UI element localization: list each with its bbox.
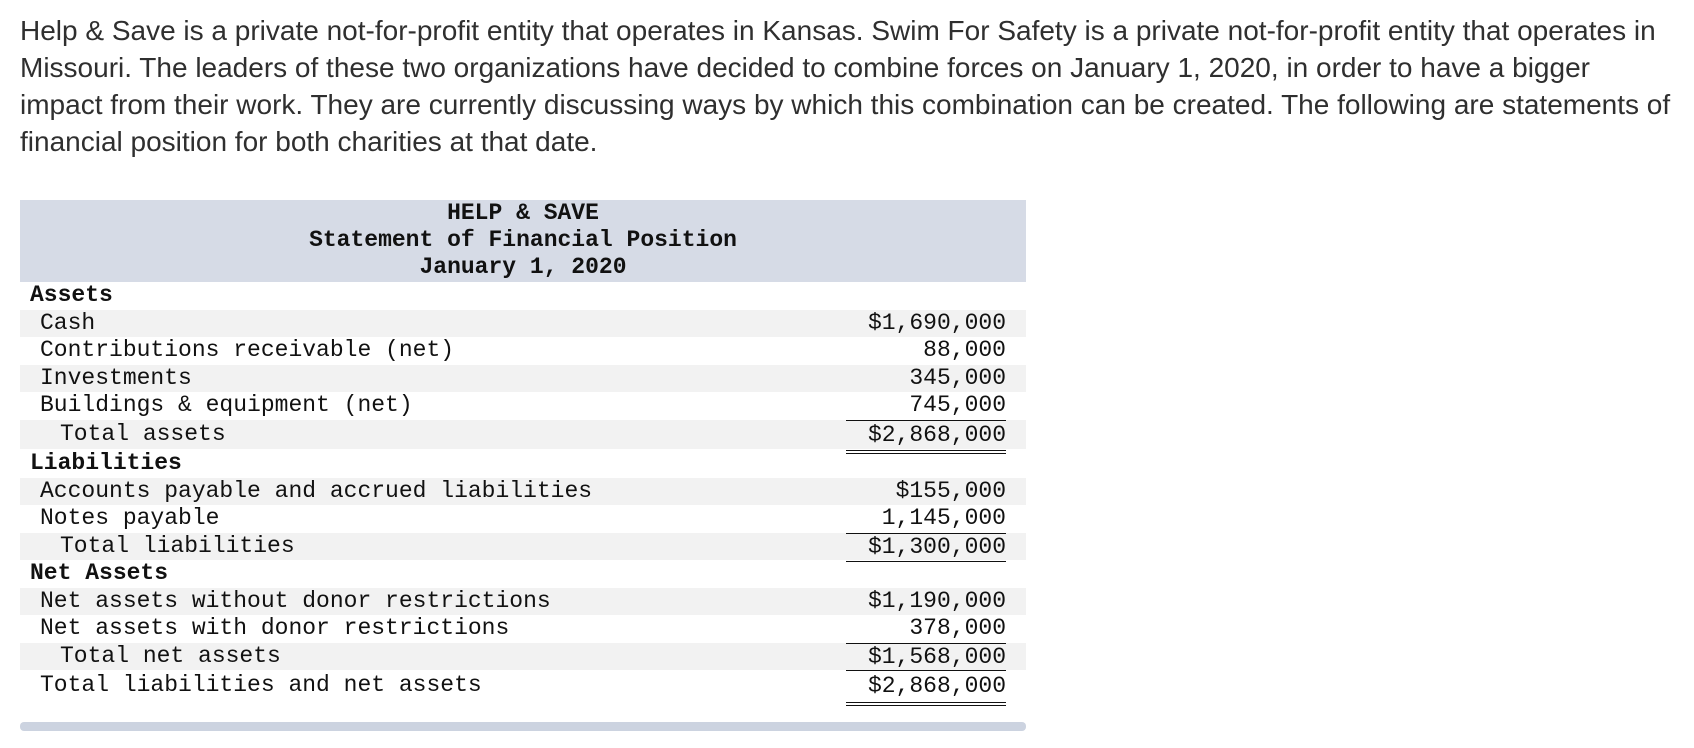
section-label: Assets [30,282,113,308]
section-heading-assets [20,282,1026,310]
line-item-accounts-payable [20,478,1026,506]
statement-date: January 1, 2020 [419,254,627,280]
line-item-cash [20,310,1026,338]
line-item-amount: 1,145,000 [881,505,1006,531]
total-label: Total net assets [60,642,281,669]
line-item-amount: 88,000 [923,337,1006,363]
statement-of-financial-position [20,200,1026,701]
line-item-label: Investments [40,364,192,391]
total-liabilities-row [20,533,1026,561]
line-item-label: Contributions receivable (net) [40,337,455,363]
line-item-amount: 345,000 [909,364,1006,391]
grand-total-row [20,670,1026,701]
section-label: Liabilities [30,449,182,476]
statement-title: Statement of Financial Position [309,227,737,253]
line-item-label: Net assets without donor restrictions [40,587,551,614]
grand-total-label: Total liabilities and net assets [40,672,482,698]
line-item-notes-payable [20,505,1026,533]
total-amount: $2,868,000 [846,420,1006,454]
line-item-amount: $1,190,000 [867,587,1006,614]
statement-rows [20,282,1026,701]
table-bottom-bar [20,722,1026,731]
line-item-amount: $155,000 [895,477,1006,504]
grand-total-amount: $2,868,000 [846,670,1006,706]
line-item-amount: 378,000 [909,615,1006,641]
line-item-label: Accounts payable and accrued liabilities [40,477,593,504]
total-label: Total liabilities [60,532,295,559]
line-item-amount: 745,000 [909,392,1006,418]
entity-name: HELP & SAVE [447,200,599,226]
total-amount: $1,300,000 [846,533,1006,563]
line-item-buildings-equipment [20,392,1026,420]
line-item-label: Notes payable [40,505,220,531]
line-item-label: Buildings & equipment (net) [40,392,413,418]
line-item-amount: $1,690,000 [867,309,1006,336]
section-heading-net-assets [20,560,1026,588]
total-net-assets-row [20,643,1026,671]
section-label: Net Assets [30,560,169,586]
total-amount: $1,568,000 [846,643,1006,672]
line-item-label: Net assets with donor restrictions [40,615,510,641]
line-item-net-assets-with-restrictions [20,615,1026,643]
total-assets-row [20,420,1026,449]
line-item-label: Cash [40,309,96,336]
problem-description: Help & Save is a private not-for-profit entity that operates in Kansas. Swim For Safety is a private not-for-profit entity that operates in Missouri. The leaders of these two organizations have decided to combine forces on January 1, 2020, in order to have a bigger impact from their work. They are currently discussing ways by which this combination can be created. The following are statements of financial position for both charities at that date. [20,15,1671,157]
total-label: Total assets [60,420,226,447]
line-item-contributions-receivable [20,337,1026,365]
line-item-investments [20,365,1026,393]
statement-header [20,200,1026,282]
line-item-net-assets-without-restrictions [20,588,1026,616]
section-heading-liabilities [20,449,1026,478]
